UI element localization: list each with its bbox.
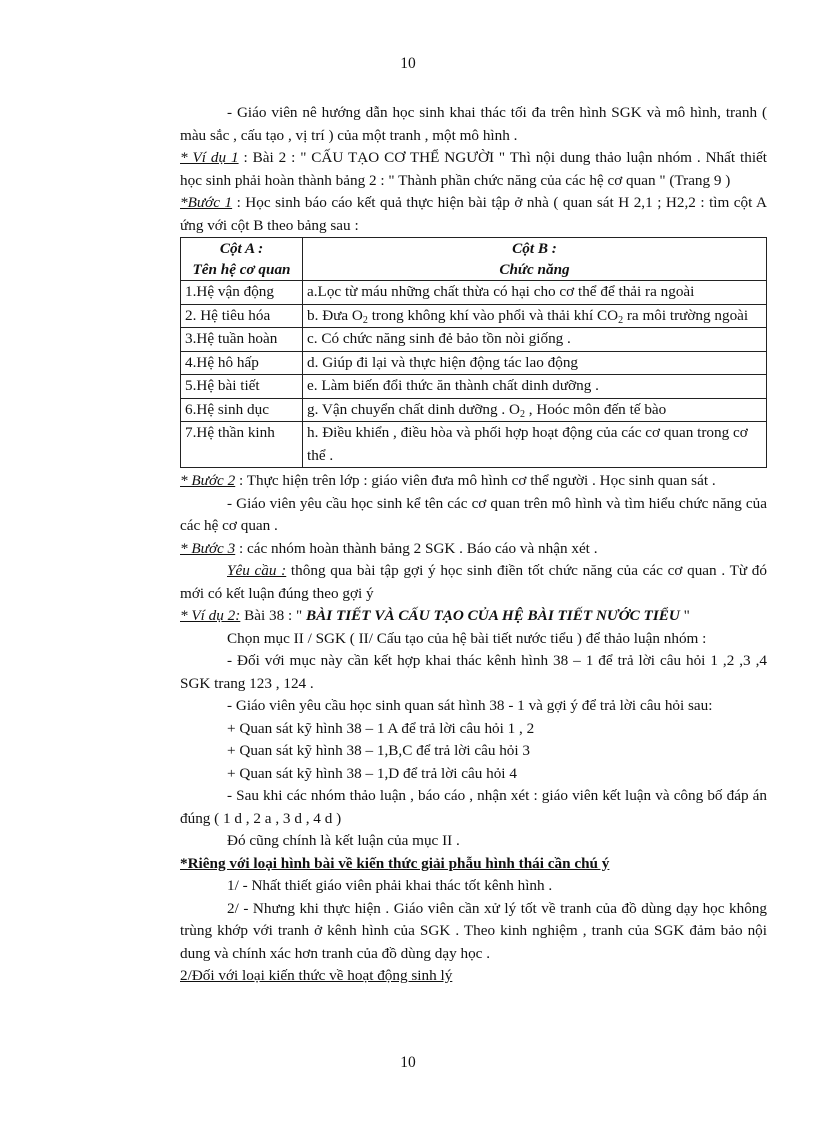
- col-a-header-line2: Tên hệ cơ quan: [192, 261, 291, 278]
- cell-text: ra môi trường ngoài: [623, 306, 749, 324]
- step1-text: : Học sinh báo cáo kết quả thực hiện bài tập ở nhà ( quan sát H 2,1 ; H2,2 : tìm cột A ứng với cột B theo bảng sau :: [180, 194, 767, 234]
- special-heading-paragraph: [180, 853, 767, 876]
- table-cell-a: 6.Hệ sinh dục: [181, 398, 303, 422]
- document-body: [180, 102, 767, 988]
- special-heading: *Riêng với loại hình bài về kiến thức giải phẫu hình thái cần chú ý: [180, 854, 610, 872]
- table-row: [181, 281, 767, 305]
- table-cell-a: 4.Hệ hô hấp: [181, 351, 303, 375]
- example2-line: + Quan sát kỹ hình 38 – 1,D để trả lời câu hỏi 4: [227, 764, 517, 782]
- table-cell-a: 7.Hệ thần kinh: [181, 422, 303, 468]
- intro-paragraph: - Giáo viên nê hướng dẫn học sinh khai thác tối đa trên hình SGK và mô hình, tranh ( màu sắc , cấu tạo , vị trí ) của một tranh , một mô hình .: [180, 104, 767, 144]
- step1-paragraph: [180, 192, 767, 237]
- example2-line: + Quan sát kỹ hình 38 – 1 A để trả lời câu hỏi 1 , 2: [227, 719, 535, 737]
- table-row: [181, 328, 767, 352]
- example1-paragraph: [180, 147, 767, 192]
- page-number-bottom: 10: [400, 1054, 416, 1071]
- requirement-paragraph: [180, 560, 767, 605]
- cell-text: trong không khí vào phổi và thải khí CO: [367, 306, 619, 324]
- subscript: 2: [519, 408, 525, 420]
- step3-label: * Bước 3: [180, 539, 236, 557]
- example2-paragraph: [180, 605, 767, 628]
- step2-text: : Thực hiện trên lớp : giáo viên đưa mô hình cơ thể người . Học sinh quan sát .: [235, 472, 716, 489]
- special-item2: 2/ - Nhưng khi thực hiện . Giáo viên cần xử lý tốt về tranh của đồ dùng dạy học không trùng khớp với tranh ở kênh hình của SGK . Theo kinh nghiệm , tranh của SGK đảm bảo nội dung và chính xác hơn tranh của đồ dùng dạy học .: [180, 899, 767, 962]
- example2-line: - Đối với mục này cần kết hợp khai thác kênh hình 38 – 1 để trả lời câu hỏi 1 ,2 ,3 ,4 SGK trang 123 , 124 .: [180, 652, 767, 692]
- step3-text: : các nhóm hoàn thành bảng 2 SGK . Báo cáo và nhận xét .: [235, 539, 598, 557]
- special-item1: 1/ - Nhất thiết giáo viên phải khai thác tốt kênh hình .: [227, 877, 553, 894]
- table-cell-a: 1.Hệ vận động: [181, 281, 303, 305]
- example2-close: ": [679, 607, 690, 624]
- table-cell-a: 5.Hệ bài tiết: [181, 375, 303, 399]
- col-b-header: [303, 238, 767, 281]
- special-item3-paragraph: [180, 965, 767, 988]
- table-header-row: [181, 238, 767, 281]
- table-cell-b: e. Làm biến đổi thức ăn thành chất dinh dưỡng .: [303, 375, 767, 399]
- subscript: 2: [618, 314, 624, 326]
- step1-label: *Bước 1: [180, 194, 233, 211]
- example2-line: - Sau khi các nhóm thảo luận , báo cáo , nhận xét : giáo viên kết luận và công bố đáp án đúng ( 1 d , 2 a , 3 d , 4 d ): [180, 787, 767, 827]
- example1-text: : Bài 2 : " CẤU TẠO CƠ THỂ NGƯỜI " Thì nội dung thảo luận nhóm . Nhất thiết học sinh phải hoàn thành bảng 2 : " Thành phần chức năng của các hệ cơ quan " (Trang 9 ): [180, 149, 767, 189]
- table-row: [181, 351, 767, 375]
- col-b-header-line1: Cột B :: [512, 240, 557, 257]
- example2-title: BÀI TIẾT VÀ CẤU TẠO CỦA HỆ BÀI TIẾT NƯỚC TIỂU: [306, 607, 680, 624]
- organ-function-table: [180, 237, 767, 468]
- step2-line2: - Giáo viên yêu cầu học sinh kể tên các cơ quan trên mô hình và tìm hiểu chức năng của các hệ cơ quan .: [180, 494, 767, 534]
- example1-label: * Ví dụ 1: [180, 149, 239, 166]
- example2-label: * Ví dụ 2:: [180, 607, 241, 624]
- table-cell-a: 2. Hệ tiêu hóa: [181, 304, 303, 328]
- subscript: 2: [362, 314, 368, 326]
- cell-text: g. Vận chuyển chất dinh dưỡng . O: [307, 400, 520, 418]
- table-cell-b: h. Điều khiển , điều hòa và phối hợp hoạt động của các cơ quan trong cơ thể .: [303, 422, 767, 468]
- step2-paragraph: [180, 470, 767, 493]
- table-row: [181, 375, 767, 399]
- col-a-header: [181, 238, 303, 281]
- col-b-header-line2: Chức năng: [499, 261, 570, 278]
- example2-line: + Quan sát kỹ hình 38 – 1,B,C để trả lời câu hỏi 3: [227, 742, 531, 759]
- special-item3: 2/Đối với loại kiến thức về hoạt động sinh lý: [180, 967, 453, 984]
- example2-line: - Giáo viên yêu cầu học sinh quan sát hình 38 - 1 và gợi ý để trả lời câu hỏi sau:: [227, 697, 713, 714]
- col-a-header-line1: Cột A :: [219, 240, 264, 257]
- step3-paragraph: [180, 538, 767, 561]
- cell-text: b. Đưa O: [307, 306, 363, 324]
- table-cell-b: a.Lọc từ máu những chất thừa có hại cho cơ thể để thải ra ngoài: [303, 281, 767, 305]
- table-cell-b: c. Có chức năng sinh đẻ bảo tồn nòi giống .: [303, 328, 767, 352]
- table-cell-b: [303, 304, 767, 328]
- step2-label: * Bước 2: [180, 472, 236, 489]
- table-cell-b: [303, 398, 767, 422]
- table-cell-a: 3.Hệ tuần hoàn: [181, 328, 303, 352]
- table-cell-b: d. Giúp đi lại và thực hiện động tác lao động: [303, 351, 767, 375]
- example2-line: Đó cũng chính là kết luận của mục II .: [227, 832, 460, 849]
- example2-line: Chọn mục II / SGK ( II/ Cấu tạo của hệ bài tiết nước tiểu ) để thảo luận nhóm :: [227, 629, 707, 647]
- example2-text: Bài 38 : ": [240, 607, 307, 624]
- requirement-text: thông qua bài tập gợi ý học sinh điền tốt chức năng của các cơ quan . Từ đó mới có kết luận đúng theo gợi ý: [180, 562, 767, 602]
- table-row: [181, 304, 767, 328]
- page-number-top: 10: [400, 55, 416, 72]
- cell-text: , Hoóc môn đến tế bào: [524, 400, 667, 418]
- table-row: [181, 398, 767, 422]
- requirement-label: Yêu cầu :: [227, 562, 287, 579]
- table-row: [181, 422, 767, 468]
